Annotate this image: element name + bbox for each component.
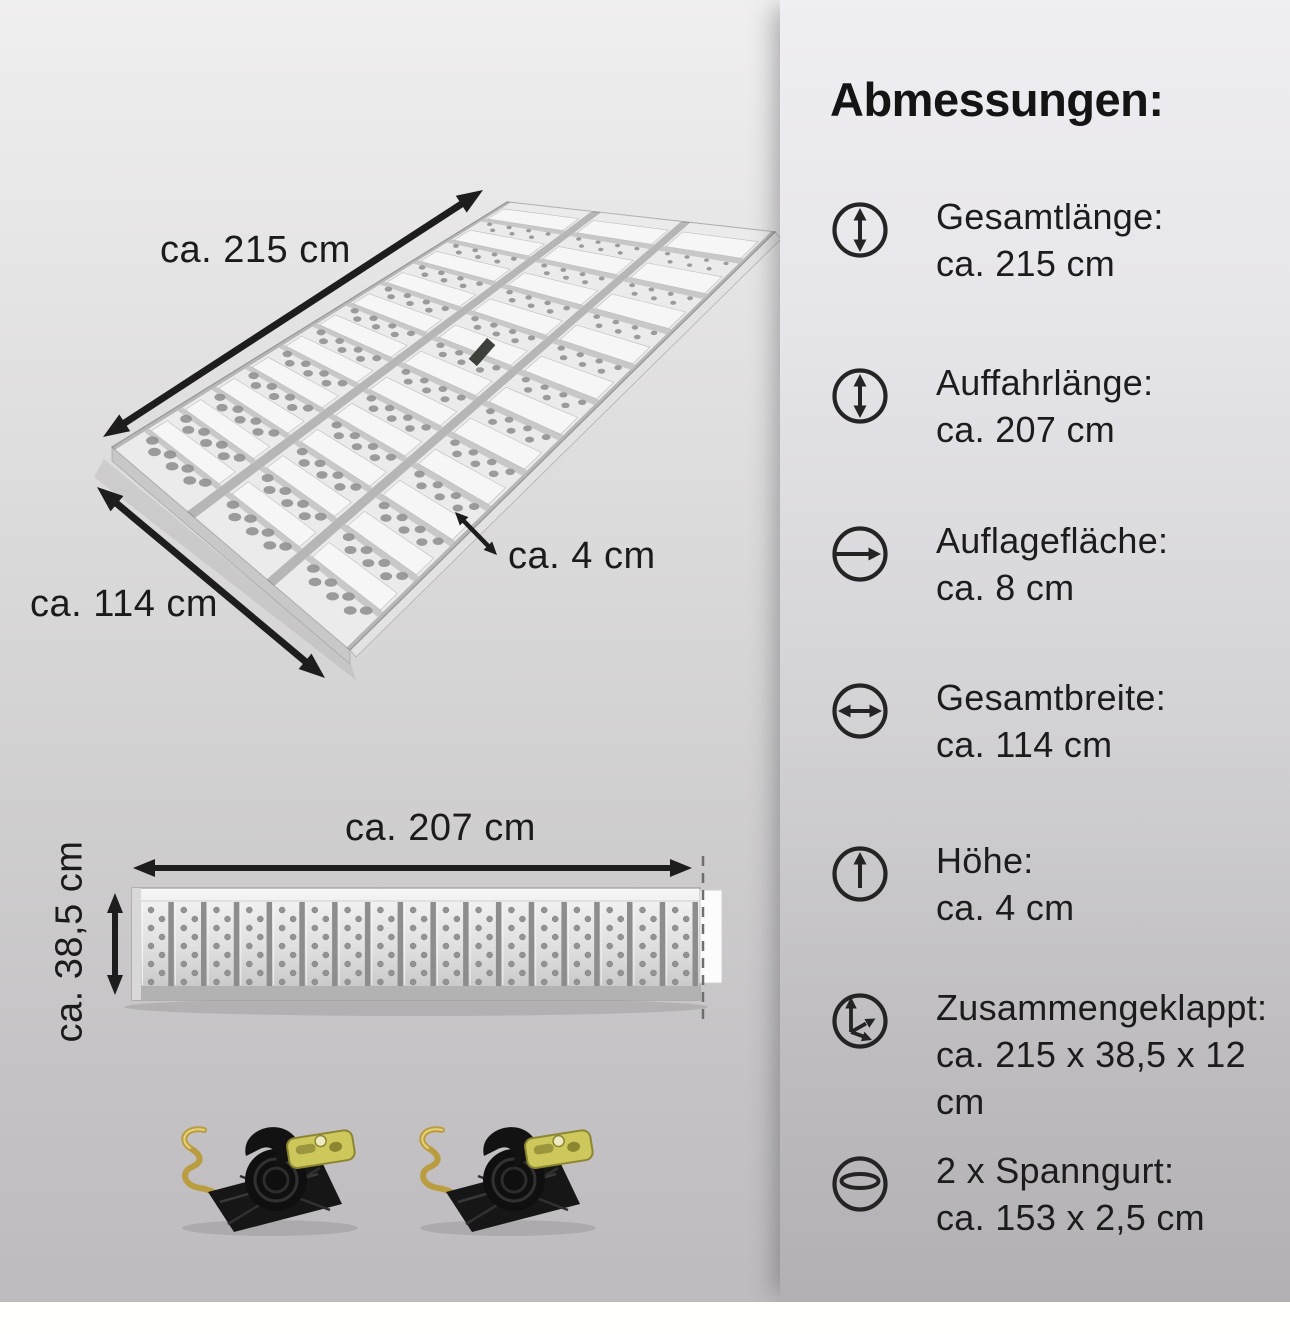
dimension-label: 2 x Spanngurt: — [936, 1150, 1175, 1191]
arrow-horizontal-double-icon — [830, 681, 890, 741]
dimension-label: Auffahrlänge: — [936, 362, 1154, 403]
dimension-value: ca. 8 cm — [936, 567, 1075, 608]
dimension-value: ca. 207 cm — [936, 409, 1116, 450]
dimension-value: ca. 4 cm — [936, 887, 1075, 928]
arrow-up-icon — [830, 844, 890, 904]
arrow-right-icon — [830, 524, 890, 584]
dimension-row-auflageflaeche — [780, 520, 1290, 638]
dimension-row-auffahrlaenge — [780, 362, 1290, 480]
label-total-length: ca. 215 cm — [160, 229, 351, 271]
dimension-value: ca. 114 cm — [936, 724, 1113, 765]
label-unfolded-length: ca. 207 cm — [345, 807, 536, 849]
dimension-value: ca. 153 x 2,5 cm — [936, 1197, 1205, 1238]
dimension-label: Auflagefläche: — [936, 520, 1169, 561]
dimensions-panel — [780, 0, 1290, 1302]
arrow-vertical-double-icon — [830, 366, 890, 426]
dimension-row-zusammengeklappt — [780, 987, 1290, 1122]
panel-heading: Abmessungen: — [830, 73, 1164, 126]
dimension-row-gesamtbreite — [780, 677, 1290, 795]
bottom-white-strip — [0, 1302, 1290, 1334]
ramp-top-view — [124, 856, 722, 1022]
unfold-arrows-icon — [830, 991, 890, 1051]
arrow-vertical-double-icon — [830, 200, 890, 260]
dimension-value: ca. 215 cm — [936, 243, 1116, 284]
label-single-ramp-width: ca. 38,5 cm — [48, 840, 91, 1043]
dimension-value: ca. 215 x 38,5 x 12 cm — [936, 1034, 1246, 1122]
dimension-row-spanngurt — [780, 1150, 1290, 1268]
strap-loop-icon — [830, 1154, 890, 1214]
ratchet-strap-left — [182, 1127, 358, 1236]
ratchet-strap-right — [420, 1127, 596, 1236]
single-ramp-width-dimension-arrow — [107, 893, 123, 995]
tie-down-straps — [182, 1127, 596, 1236]
dimension-label: Gesamtbreite: — [936, 677, 1166, 718]
dimension-label: Gesamtlänge: — [936, 196, 1164, 237]
label-total-width: ca. 114 cm — [30, 583, 219, 625]
dimension-label: Höhe: — [936, 840, 1034, 881]
label-height: ca. 4 cm — [508, 535, 656, 577]
dimension-row-gesamtlaenge — [780, 196, 1290, 314]
unfolded-length-dimension-arrow — [133, 859, 692, 877]
dimension-row-hoehe — [780, 840, 1290, 958]
dimension-label: Zusammengeklappt: — [936, 987, 1268, 1028]
